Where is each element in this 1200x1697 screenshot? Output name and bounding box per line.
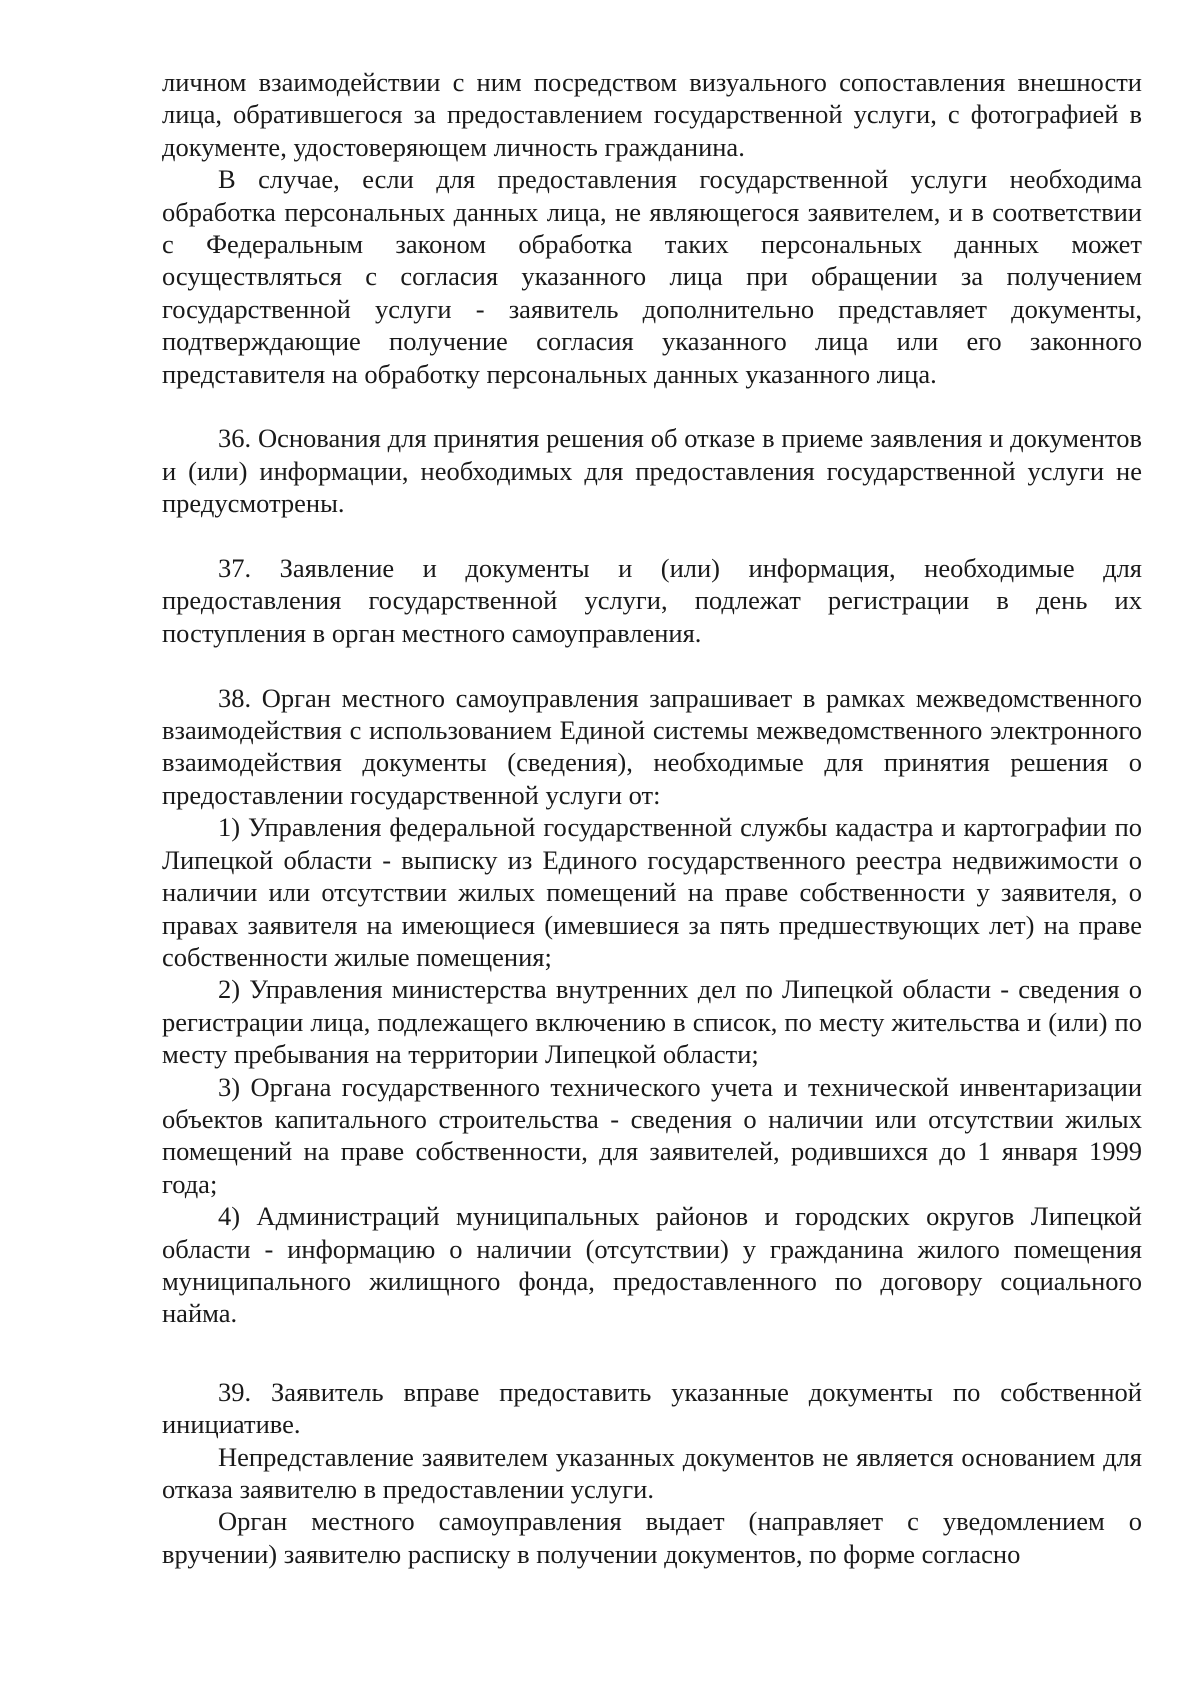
list-item-2: 2) Управления министерства внутренних дел по Липецкой области - сведения о регистрации лица, подлежащего включению в список, по месту жительства и (или) по месту пребывания на территории Липецкой области; [162, 974, 1142, 1070]
paragraph-personal-data: В случае, если для предоставления государственной услуги необходима обработка персональных данных лица, не являющегося заявителем, и в соответствии с Федеральным законом обработка таких персональных данных может осуществляться с согласия указанного лица при обращении за получением государственной услуги - заявитель дополнительно представляет документы, подтверждающие получение согласия указанного лица или его законного представителя на обработку персональных данных указанного лица. [162, 164, 1142, 389]
document-body [162, 66, 1142, 1570]
list-item-4: 4) Администраций муниципальных районов и городских округов Липецкой области - информацию о наличии (отсутствии) у гражданина жилого помещения муниципального жилищного фонда, предоставленного по договору социального найма. [162, 1201, 1142, 1329]
list-item-1: 1) Управления федеральной государственной службы кадастра и картографии по Липецкой области - выписку из Единого государственного реестра недвижимости о наличии или отсутствии жилых помещений на праве собственности у заявителя, о правах заявителя на имеющиеся (имевшиеся за пять предшествующих лет) на праве собственности жилые помещения; [162, 812, 1142, 972]
paragraph-receipt: Орган местного самоуправления выдает (направляет с уведомлением о вручении) заявителю расписку в получении документов, по форме согласно [162, 1506, 1142, 1569]
paragraph-36: 36. Основания для принятия решения об отказе в приеме заявления и документов и (или) информации, необходимых для предоставления государственной услуги не предусмотрены. [162, 423, 1142, 519]
paragraph-39: 39. Заявитель вправе предоставить указанные документы по собственной инициативе. [162, 1376, 1142, 1440]
paragraph-38: 38. Орган местного самоуправления запрашивает в рамках межведомственного взаимодействия с использованием Единой системы межведомственного электронного взаимодействия документы (сведения), необходимые для принятия решения о предоставлении государственной услуги от: [162, 682, 1142, 810]
paragraph-non-submission: Непредставление заявителем указанных документов не является основанием для отказа заявителю в предоставлении услуги. [162, 1441, 1142, 1505]
paragraph-37: 37. Заявление и документы и (или) информация, необходимые для предоставления государственной услуги, подлежат регистрации в день их поступления в орган местного самоуправления. [162, 553, 1142, 648]
paragraph-identity-check: личном взаимодействии с ним посредством визуального сопоставления внешности лица, обратившегося за предоставлением государственной услуги, с фотографией в документе, удостоверяющем личность гражданина. [162, 67, 1142, 162]
list-item-3: 3) Органа государственного технического учета и технической инвентаризации объектов капитального строительства - сведения о наличии или отсутствии жилых помещений на праве собственности, для заявителей, родившихся до 1 января 1999 года; [162, 1071, 1142, 1199]
